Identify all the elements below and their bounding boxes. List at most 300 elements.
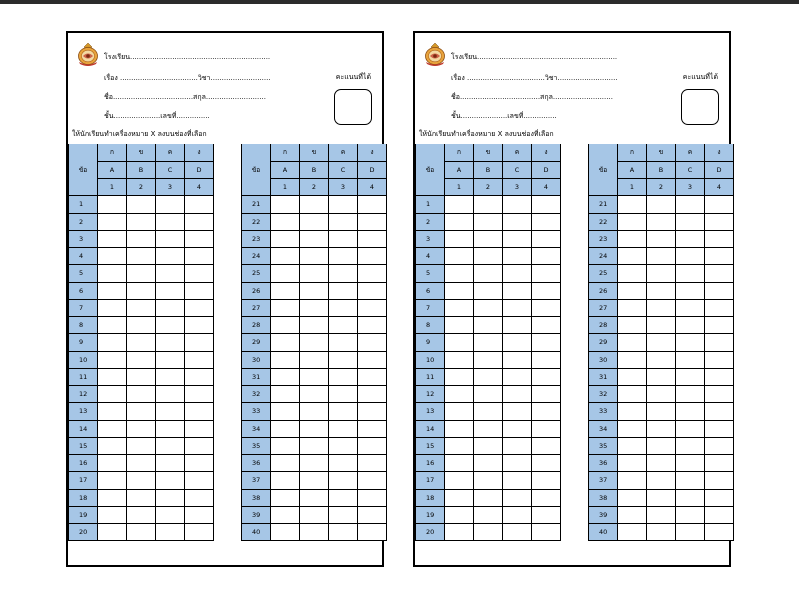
answer-cell[interactable]: [445, 368, 474, 385]
answer-cell[interactable]: [185, 489, 214, 506]
answer-cell[interactable]: [705, 420, 734, 437]
answer-cell[interactable]: [647, 196, 676, 213]
answer-cell[interactable]: [127, 455, 156, 472]
answer-cell[interactable]: [474, 230, 503, 247]
answer-cell[interactable]: [127, 299, 156, 316]
answer-cell[interactable]: [127, 524, 156, 541]
answer-cell[interactable]: [676, 334, 705, 351]
answer-cell[interactable]: [98, 282, 127, 299]
answer-cell[interactable]: [329, 437, 358, 454]
answer-cell[interactable]: [445, 265, 474, 282]
answer-cell[interactable]: [358, 196, 387, 213]
answer-cell[interactable]: [647, 403, 676, 420]
answer-cell[interactable]: [474, 196, 503, 213]
answer-cell[interactable]: [271, 248, 300, 265]
answer-cell[interactable]: [503, 213, 532, 230]
answer-cell[interactable]: [185, 334, 214, 351]
answer-cell[interactable]: [156, 524, 185, 541]
answer-cell[interactable]: [156, 420, 185, 437]
answer-cell[interactable]: [647, 420, 676, 437]
answer-cell[interactable]: [676, 386, 705, 403]
answer-cell[interactable]: [532, 437, 561, 454]
answer-cell[interactable]: [532, 403, 561, 420]
answer-cell[interactable]: [445, 196, 474, 213]
answer-cell[interactable]: [503, 368, 532, 385]
answer-cell[interactable]: [474, 403, 503, 420]
answer-cell[interactable]: [676, 368, 705, 385]
answer-cell[interactable]: [329, 213, 358, 230]
answer-cell[interactable]: [647, 230, 676, 247]
answer-cell[interactable]: [127, 317, 156, 334]
answer-cell[interactable]: [329, 196, 358, 213]
answer-cell[interactable]: [503, 455, 532, 472]
answer-cell[interactable]: [503, 472, 532, 489]
answer-cell[interactable]: [156, 213, 185, 230]
answer-cell[interactable]: [618, 437, 647, 454]
answer-cell[interactable]: [705, 265, 734, 282]
answer-cell[interactable]: [300, 420, 329, 437]
answer-cell[interactable]: [300, 403, 329, 420]
answer-cell[interactable]: [503, 506, 532, 523]
answer-cell[interactable]: [474, 248, 503, 265]
answer-cell[interactable]: [705, 524, 734, 541]
answer-cell[interactable]: [300, 386, 329, 403]
answer-cell[interactable]: [358, 230, 387, 247]
answer-cell[interactable]: [358, 403, 387, 420]
answer-cell[interactable]: [618, 351, 647, 368]
answer-cell[interactable]: [474, 506, 503, 523]
answer-cell[interactable]: [445, 524, 474, 541]
answer-cell[interactable]: [300, 317, 329, 334]
answer-cell[interactable]: [300, 230, 329, 247]
answer-cell[interactable]: [98, 248, 127, 265]
answer-cell[interactable]: [503, 248, 532, 265]
answer-cell[interactable]: [618, 282, 647, 299]
answer-cell[interactable]: [647, 368, 676, 385]
answer-cell[interactable]: [647, 351, 676, 368]
answer-cell[interactable]: [156, 230, 185, 247]
answer-cell[interactable]: [445, 437, 474, 454]
answer-cell[interactable]: [676, 437, 705, 454]
answer-cell[interactable]: [705, 403, 734, 420]
answer-cell[interactable]: [271, 472, 300, 489]
answer-cell[interactable]: [618, 334, 647, 351]
answer-cell[interactable]: [98, 524, 127, 541]
answer-cell[interactable]: [300, 334, 329, 351]
answer-cell[interactable]: [329, 472, 358, 489]
answer-cell[interactable]: [474, 299, 503, 316]
answer-cell[interactable]: [358, 213, 387, 230]
answer-cell[interactable]: [185, 299, 214, 316]
answer-cell[interactable]: [532, 472, 561, 489]
answer-cell[interactable]: [647, 472, 676, 489]
answer-cell[interactable]: [127, 213, 156, 230]
answer-cell[interactable]: [618, 506, 647, 523]
answer-cell[interactable]: [532, 506, 561, 523]
answer-cell[interactable]: [358, 420, 387, 437]
answer-cell[interactable]: [445, 351, 474, 368]
answer-cell[interactable]: [705, 455, 734, 472]
answer-cell[interactable]: [676, 282, 705, 299]
answer-cell[interactable]: [329, 248, 358, 265]
answer-cell[interactable]: [185, 351, 214, 368]
answer-cell[interactable]: [300, 282, 329, 299]
answer-cell[interactable]: [676, 489, 705, 506]
answer-cell[interactable]: [676, 230, 705, 247]
answer-cell[interactable]: [676, 506, 705, 523]
answer-cell[interactable]: [705, 368, 734, 385]
answer-cell[interactable]: [271, 213, 300, 230]
answer-cell[interactable]: [532, 196, 561, 213]
answer-cell[interactable]: [445, 299, 474, 316]
answer-cell[interactable]: [156, 265, 185, 282]
answer-cell[interactable]: [532, 248, 561, 265]
answer-cell[interactable]: [474, 420, 503, 437]
answer-cell[interactable]: [474, 437, 503, 454]
answer-cell[interactable]: [98, 386, 127, 403]
answer-cell[interactable]: [271, 351, 300, 368]
answer-cell[interactable]: [156, 196, 185, 213]
answer-cell[interactable]: [271, 420, 300, 437]
answer-cell[interactable]: [474, 455, 503, 472]
score-box[interactable]: [334, 89, 372, 125]
answer-cell[interactable]: [300, 524, 329, 541]
answer-cell[interactable]: [532, 420, 561, 437]
answer-cell[interactable]: [618, 299, 647, 316]
answer-cell[interactable]: [647, 455, 676, 472]
answer-cell[interactable]: [532, 213, 561, 230]
answer-cell[interactable]: [503, 351, 532, 368]
answer-cell[interactable]: [618, 230, 647, 247]
answer-cell[interactable]: [329, 524, 358, 541]
answer-cell[interactable]: [474, 334, 503, 351]
answer-cell[interactable]: [300, 455, 329, 472]
answer-cell[interactable]: [329, 489, 358, 506]
answer-cell[interactable]: [532, 368, 561, 385]
answer-cell[interactable]: [98, 489, 127, 506]
answer-cell[interactable]: [300, 299, 329, 316]
answer-cell[interactable]: [185, 213, 214, 230]
answer-cell[interactable]: [271, 455, 300, 472]
answer-cell[interactable]: [532, 334, 561, 351]
answer-cell[interactable]: [300, 368, 329, 385]
answer-cell[interactable]: [185, 282, 214, 299]
answer-cell[interactable]: [676, 403, 705, 420]
answer-cell[interactable]: [156, 334, 185, 351]
answer-cell[interactable]: [271, 506, 300, 523]
answer-cell[interactable]: [618, 196, 647, 213]
answer-cell[interactable]: [618, 420, 647, 437]
answer-cell[interactable]: [618, 265, 647, 282]
answer-cell[interactable]: [358, 437, 387, 454]
answer-cell[interactable]: [445, 455, 474, 472]
answer-cell[interactable]: [98, 472, 127, 489]
answer-cell[interactable]: [445, 248, 474, 265]
answer-cell[interactable]: [156, 317, 185, 334]
answer-cell[interactable]: [676, 196, 705, 213]
answer-cell[interactable]: [98, 351, 127, 368]
answer-cell[interactable]: [329, 368, 358, 385]
answer-cell[interactable]: [676, 213, 705, 230]
answer-cell[interactable]: [618, 386, 647, 403]
answer-cell[interactable]: [474, 472, 503, 489]
answer-cell[interactable]: [647, 317, 676, 334]
answer-cell[interactable]: [98, 506, 127, 523]
answer-cell[interactable]: [127, 403, 156, 420]
answer-cell[interactable]: [98, 334, 127, 351]
answer-cell[interactable]: [503, 196, 532, 213]
answer-cell[interactable]: [185, 386, 214, 403]
answer-cell[interactable]: [445, 403, 474, 420]
answer-cell[interactable]: [445, 386, 474, 403]
answer-cell[interactable]: [358, 317, 387, 334]
answer-cell[interactable]: [474, 317, 503, 334]
answer-cell[interactable]: [156, 455, 185, 472]
answer-cell[interactable]: [676, 317, 705, 334]
answer-cell[interactable]: [705, 437, 734, 454]
answer-cell[interactable]: [329, 351, 358, 368]
answer-cell[interactable]: [358, 351, 387, 368]
answer-cell[interactable]: [271, 282, 300, 299]
answer-cell[interactable]: [271, 386, 300, 403]
answer-cell[interactable]: [503, 265, 532, 282]
answer-cell[interactable]: [156, 368, 185, 385]
answer-cell[interactable]: [185, 265, 214, 282]
answer-cell[interactable]: [445, 489, 474, 506]
answer-cell[interactable]: [445, 230, 474, 247]
answer-cell[interactable]: [618, 472, 647, 489]
answer-cell[interactable]: [185, 524, 214, 541]
answer-cell[interactable]: [445, 472, 474, 489]
answer-cell[interactable]: [474, 265, 503, 282]
answer-cell[interactable]: [185, 368, 214, 385]
answer-cell[interactable]: [705, 334, 734, 351]
answer-cell[interactable]: [271, 524, 300, 541]
answer-cell[interactable]: [532, 351, 561, 368]
answer-cell[interactable]: [647, 282, 676, 299]
answer-cell[interactable]: [503, 282, 532, 299]
answer-cell[interactable]: [705, 248, 734, 265]
answer-cell[interactable]: [271, 265, 300, 282]
answer-cell[interactable]: [271, 196, 300, 213]
answer-cell[interactable]: [532, 386, 561, 403]
answer-cell[interactable]: [156, 351, 185, 368]
answer-cell[interactable]: [705, 299, 734, 316]
score-box[interactable]: [681, 89, 719, 125]
answer-cell[interactable]: [705, 472, 734, 489]
answer-cell[interactable]: [127, 506, 156, 523]
answer-cell[interactable]: [503, 420, 532, 437]
answer-cell[interactable]: [329, 230, 358, 247]
answer-cell[interactable]: [185, 420, 214, 437]
answer-cell[interactable]: [127, 386, 156, 403]
answer-cell[interactable]: [358, 506, 387, 523]
answer-cell[interactable]: [532, 265, 561, 282]
answer-cell[interactable]: [98, 437, 127, 454]
answer-cell[interactable]: [647, 265, 676, 282]
answer-cell[interactable]: [532, 317, 561, 334]
answer-cell[interactable]: [329, 386, 358, 403]
answer-cell[interactable]: [185, 317, 214, 334]
answer-cell[interactable]: [618, 455, 647, 472]
answer-cell[interactable]: [358, 334, 387, 351]
answer-cell[interactable]: [329, 420, 358, 437]
answer-cell[interactable]: [503, 489, 532, 506]
answer-cell[interactable]: [358, 299, 387, 316]
answer-cell[interactable]: [358, 248, 387, 265]
answer-cell[interactable]: [474, 524, 503, 541]
answer-cell[interactable]: [445, 334, 474, 351]
answer-cell[interactable]: [532, 230, 561, 247]
answer-cell[interactable]: [185, 230, 214, 247]
answer-cell[interactable]: [532, 299, 561, 316]
answer-cell[interactable]: [647, 524, 676, 541]
answer-cell[interactable]: [474, 368, 503, 385]
answer-cell[interactable]: [271, 489, 300, 506]
answer-cell[interactable]: [676, 455, 705, 472]
answer-cell[interactable]: [98, 299, 127, 316]
answer-cell[interactable]: [358, 386, 387, 403]
answer-cell[interactable]: [300, 196, 329, 213]
answer-cell[interactable]: [705, 489, 734, 506]
answer-cell[interactable]: [271, 403, 300, 420]
answer-cell[interactable]: [329, 265, 358, 282]
answer-cell[interactable]: [705, 351, 734, 368]
answer-cell[interactable]: [676, 351, 705, 368]
answer-cell[interactable]: [185, 455, 214, 472]
answer-cell[interactable]: [503, 230, 532, 247]
answer-cell[interactable]: [676, 299, 705, 316]
answer-cell[interactable]: [329, 282, 358, 299]
answer-cell[interactable]: [300, 213, 329, 230]
answer-cell[interactable]: [358, 282, 387, 299]
answer-cell[interactable]: [185, 196, 214, 213]
answer-cell[interactable]: [156, 489, 185, 506]
answer-cell[interactable]: [445, 282, 474, 299]
answer-cell[interactable]: [127, 368, 156, 385]
answer-cell[interactable]: [676, 420, 705, 437]
answer-cell[interactable]: [618, 317, 647, 334]
answer-cell[interactable]: [358, 265, 387, 282]
answer-cell[interactable]: [300, 506, 329, 523]
answer-cell[interactable]: [618, 213, 647, 230]
answer-cell[interactable]: [98, 368, 127, 385]
answer-cell[interactable]: [474, 282, 503, 299]
answer-cell[interactable]: [156, 437, 185, 454]
answer-cell[interactable]: [532, 282, 561, 299]
answer-cell[interactable]: [329, 299, 358, 316]
answer-cell[interactable]: [300, 489, 329, 506]
answer-cell[interactable]: [358, 524, 387, 541]
answer-cell[interactable]: [676, 248, 705, 265]
answer-cell[interactable]: [127, 282, 156, 299]
answer-cell[interactable]: [300, 351, 329, 368]
answer-cell[interactable]: [127, 489, 156, 506]
answer-cell[interactable]: [503, 403, 532, 420]
answer-cell[interactable]: [156, 299, 185, 316]
answer-cell[interactable]: [647, 437, 676, 454]
answer-cell[interactable]: [445, 317, 474, 334]
answer-cell[interactable]: [705, 196, 734, 213]
answer-cell[interactable]: [127, 196, 156, 213]
answer-cell[interactable]: [127, 230, 156, 247]
answer-cell[interactable]: [185, 472, 214, 489]
answer-cell[interactable]: [271, 334, 300, 351]
answer-cell[interactable]: [445, 213, 474, 230]
answer-cell[interactable]: [503, 334, 532, 351]
answer-cell[interactable]: [647, 489, 676, 506]
answer-cell[interactable]: [705, 282, 734, 299]
answer-cell[interactable]: [647, 248, 676, 265]
answer-cell[interactable]: [503, 524, 532, 541]
answer-cell[interactable]: [98, 196, 127, 213]
answer-cell[interactable]: [618, 368, 647, 385]
answer-cell[interactable]: [271, 437, 300, 454]
answer-cell[interactable]: [98, 213, 127, 230]
answer-cell[interactable]: [127, 420, 156, 437]
answer-cell[interactable]: [647, 213, 676, 230]
answer-cell[interactable]: [156, 386, 185, 403]
answer-cell[interactable]: [98, 420, 127, 437]
answer-cell[interactable]: [358, 455, 387, 472]
answer-cell[interactable]: [445, 506, 474, 523]
answer-cell[interactable]: [98, 455, 127, 472]
answer-cell[interactable]: [185, 506, 214, 523]
answer-cell[interactable]: [705, 213, 734, 230]
answer-cell[interactable]: [127, 472, 156, 489]
answer-cell[interactable]: [271, 368, 300, 385]
answer-cell[interactable]: [127, 437, 156, 454]
answer-cell[interactable]: [300, 265, 329, 282]
answer-cell[interactable]: [156, 282, 185, 299]
answer-cell[interactable]: [156, 506, 185, 523]
answer-cell[interactable]: [705, 317, 734, 334]
answer-cell[interactable]: [271, 299, 300, 316]
answer-cell[interactable]: [329, 317, 358, 334]
answer-cell[interactable]: [156, 472, 185, 489]
answer-cell[interactable]: [300, 248, 329, 265]
answer-cell[interactable]: [156, 248, 185, 265]
answer-cell[interactable]: [474, 213, 503, 230]
answer-cell[interactable]: [705, 506, 734, 523]
answer-cell[interactable]: [300, 437, 329, 454]
answer-cell[interactable]: [503, 437, 532, 454]
answer-cell[interactable]: [705, 230, 734, 247]
answer-cell[interactable]: [676, 524, 705, 541]
answer-cell[interactable]: [98, 317, 127, 334]
answer-cell[interactable]: [705, 386, 734, 403]
answer-cell[interactable]: [532, 524, 561, 541]
answer-cell[interactable]: [98, 265, 127, 282]
answer-cell[interactable]: [300, 472, 329, 489]
answer-cell[interactable]: [127, 248, 156, 265]
answer-cell[interactable]: [647, 299, 676, 316]
answer-cell[interactable]: [127, 265, 156, 282]
answer-cell[interactable]: [271, 230, 300, 247]
answer-cell[interactable]: [618, 524, 647, 541]
answer-cell[interactable]: [532, 489, 561, 506]
answer-cell[interactable]: [329, 506, 358, 523]
answer-cell[interactable]: [445, 420, 474, 437]
answer-cell[interactable]: [271, 317, 300, 334]
answer-cell[interactable]: [618, 248, 647, 265]
answer-cell[interactable]: [647, 386, 676, 403]
answer-cell[interactable]: [532, 455, 561, 472]
answer-cell[interactable]: [474, 386, 503, 403]
answer-cell[interactable]: [98, 230, 127, 247]
answer-cell[interactable]: [503, 299, 532, 316]
answer-cell[interactable]: [358, 368, 387, 385]
